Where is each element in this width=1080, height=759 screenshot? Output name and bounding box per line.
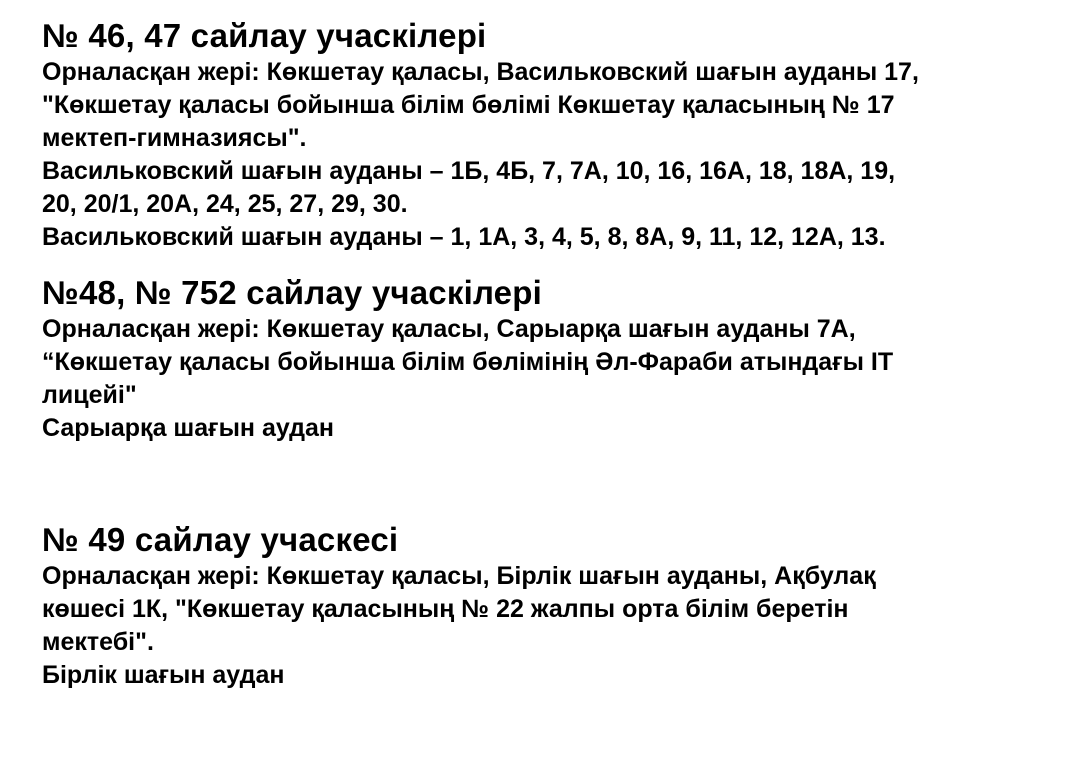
section-heading: №48, № 752 сайлау учаскілері: [42, 274, 542, 311]
section-heading: № 46, 47 сайлау учаскілері: [42, 17, 487, 54]
address-line: Орналасқан жері: Көкшетау қаласы, Сарыарқа шағын ауданы 7А,: [42, 315, 856, 343]
coverage-line: Васильковский шағын ауданы – 1, 1А, 3, 4, 5, 8, 8А, 9, 11, 12, 12А, 13.: [42, 223, 886, 251]
address-line: көшесі 1К, "Көкшетау қаласының № 22 жалпы орта білім беретін: [42, 595, 849, 623]
address-line: Орналасқан жері: Көкшетау қаласы, Васильковский шағын ауданы 17,: [42, 58, 919, 86]
section-precincts-48-752: [42, 273, 1062, 445]
address-line: мектеп-гимназиясы".: [42, 124, 307, 152]
document-page: [42, 16, 1062, 692]
address-line: "Көкшетау қаласы бойынша білім бөлімі Көкшетау қаласының № 17: [42, 91, 895, 119]
address-line: Орналасқан жері: Көкшетау қаласы, Бірлік шағын ауданы, Ақбулақ: [42, 562, 876, 590]
section-precincts-46-47: [42, 16, 1062, 254]
section-precinct-49: [42, 520, 1062, 692]
address-line: лицейі": [42, 381, 137, 409]
section-heading: № 49 сайлау учаскесі: [42, 521, 399, 558]
address-line: мектебі".: [42, 628, 154, 656]
coverage-line: Васильковский шағын ауданы – 1Б, 4Б, 7, 7А, 10, 16, 16А, 18, 18А, 19,: [42, 157, 896, 185]
coverage-line: Сарыарқа шағын аудан: [42, 414, 335, 442]
coverage-line: Бірлік шағын аудан: [42, 661, 285, 689]
coverage-line: 20, 20/1, 20А, 24, 25, 27, 29, 30.: [42, 190, 408, 218]
address-line: “Көкшетау қаласы бойынша білім бөлімінің Әл-Фараби атындағы IT: [42, 348, 894, 376]
